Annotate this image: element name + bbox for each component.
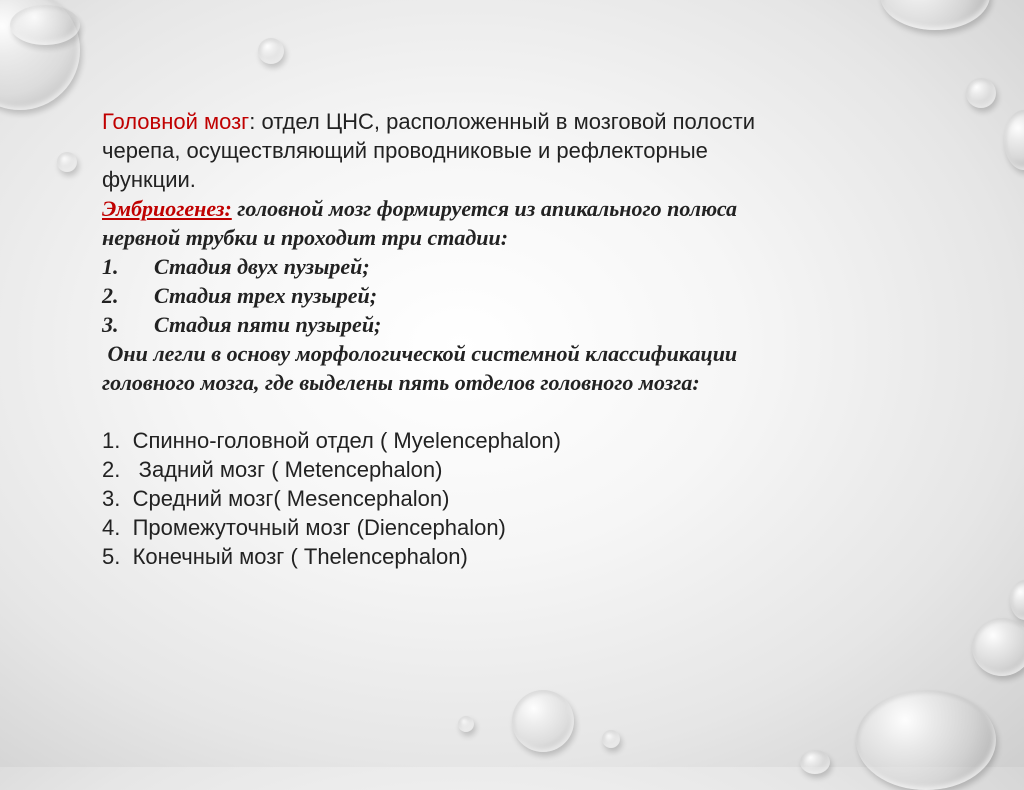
intro-line-2: черепа, осуществляющий проводниковые и рефлекторные (102, 138, 708, 163)
slide-content (102, 107, 982, 571)
brain-term: Головной мозг (102, 109, 250, 134)
water-drop-decoration (602, 730, 620, 748)
water-drop-decoration (972, 618, 1024, 676)
stage-number: 3. (102, 312, 119, 337)
water-drop-decoration (800, 750, 830, 774)
stage-item (102, 310, 982, 339)
stage-text: Стадия пяти пузырей; (154, 312, 382, 337)
embryo-text: головной мозг формируется из апикального полюса (231, 196, 738, 221)
stage-number: 2. (102, 283, 119, 308)
water-drop-decoration (458, 716, 474, 732)
intro-line-1 (102, 107, 982, 136)
water-drop-decoration (856, 690, 996, 790)
division-item: 1. Спинно-головной отдел ( Myelencephalon) (102, 428, 561, 453)
water-drop-decoration (10, 5, 80, 45)
stage-text: Стадия трех пузырей; (154, 283, 378, 308)
water-drop-decoration (880, 0, 990, 30)
note-line-1: Они легли в основу морфологической системной классификации (102, 341, 738, 366)
embryo-line-2: нервной трубки и проходит три стадии: (102, 225, 509, 250)
intro-definition: : отдел ЦНС, расположенный в мозговой полости (249, 109, 755, 134)
intro-line-3: функции. (102, 167, 196, 192)
division-item: 2. Задний мозг ( Metencephalon) (102, 457, 443, 482)
stage-number: 1. (102, 254, 119, 279)
embryogenesis-label: Эмбриогенез: (102, 196, 232, 221)
water-drop-decoration (1010, 580, 1024, 620)
stage-text: Стадия двух пузырей; (154, 254, 370, 279)
division-item: 3. Средний мозг( Mesencephalon) (102, 486, 450, 511)
division-item: 4. Промежуточный мозг (Diencephalon) (102, 515, 506, 540)
stage-item (102, 252, 982, 281)
division-item: 5. Конечный мозг ( Thelencephalon) (102, 544, 468, 569)
stage-item (102, 281, 982, 310)
water-drop-decoration (966, 78, 996, 108)
water-drop-decoration (57, 152, 77, 172)
water-drop-decoration (258, 38, 284, 64)
spacer (102, 397, 982, 426)
note-line-2: головного мозга, где выделены пять отделов головного мозга: (102, 370, 700, 395)
water-drop-decoration (1004, 110, 1024, 170)
embryo-line-1 (102, 194, 982, 223)
water-drop-decoration (512, 690, 574, 752)
